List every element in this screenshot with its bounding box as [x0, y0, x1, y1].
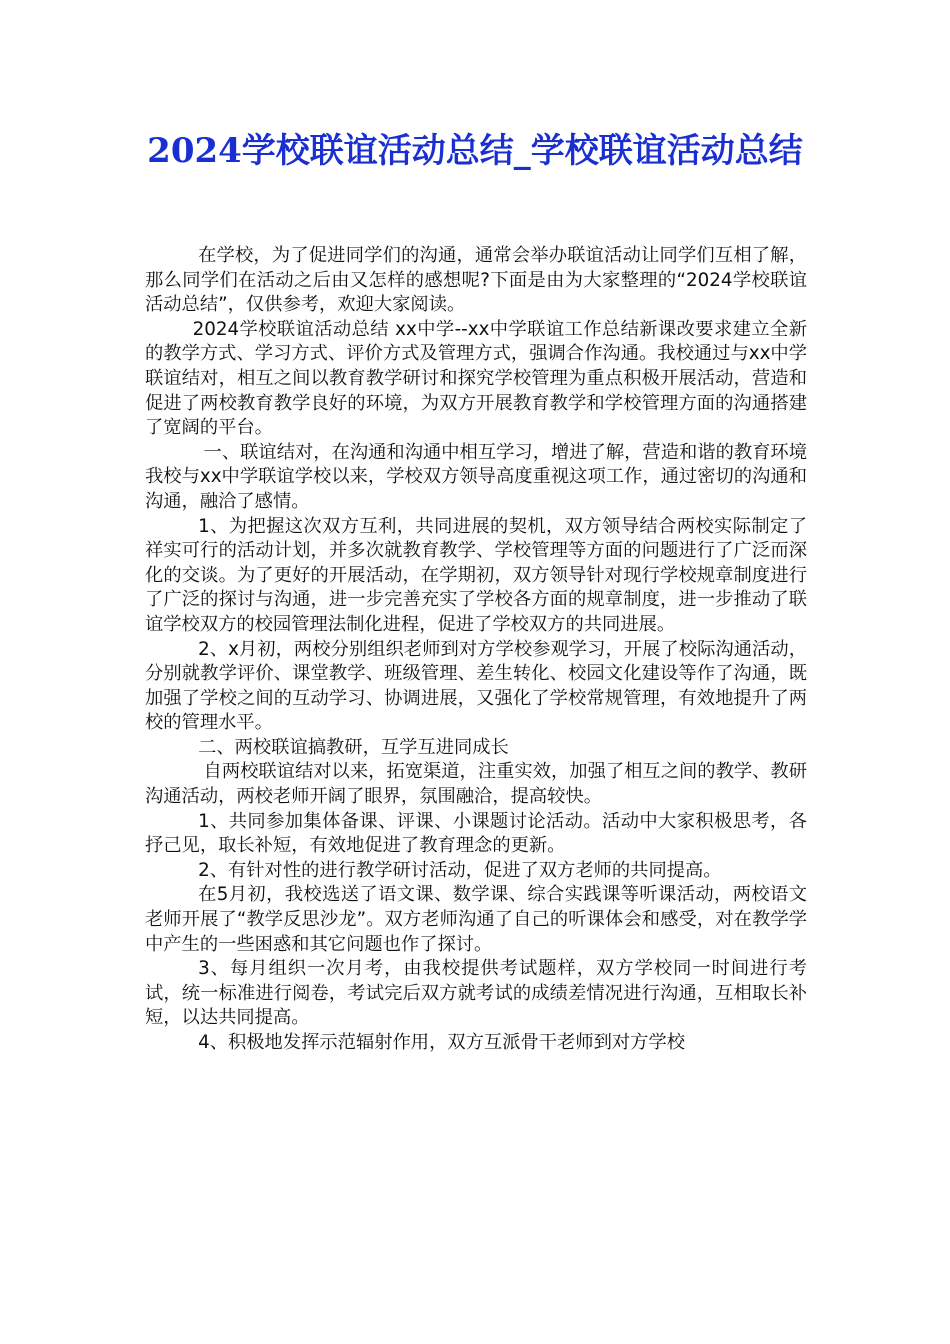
- paragraph-summary: 2024学校联谊活动总结 xx中学--xx中学联谊工作总结新课改要求建立全新的教学方式、学习方式、评价方式及管理方式，强调合作沟通。我校通过与xx中学联谊结对，相互之间以教育教学研讨和探究学校管理为重点积极开展活动，营造和促进了两校教育教学良好的环境，为双方开展教育教学和学校管理方面的沟通搭建了宽阔的平台。: [145, 318, 807, 439]
- paragraph-section-2-intro: 自两校联谊结对以来，拓宽渠道，注重实效，加强了相互之间的教学、教研沟通活动，两校老师开阔了眼界，氛围融洽，提高较快。: [145, 761, 807, 808]
- paragraph-item-6: 4、积极地发挥示范辐射作用，双方互派骨干老师到对方学校: [198, 1032, 686, 1053]
- paragraph-item-2: 2、x月初，两校分别组织老师到对方学校参观学习，开展了校际沟通活动，分别就教学评价、课堂教学、班级管理、差生转化、校园文化建设等作了沟通，既加强了学校之间的互动学习、协调进展，又强化了学校常规管理，有效地提升了两校的管理水平。: [145, 638, 807, 734]
- paragraph-item-4: 2、有针对性的进行教学研讨活动，促进了双方老师的共同提高。: [198, 859, 722, 881]
- paragraph-item-1: 1、为把握这次双方互利，共同进展的契机，双方领导结合两校实际制定了祥实可行的活动计划，并多次就教育教学、学校管理等方面的问题进行了广泛而深化的交谈。为了更好的开展活动，在学期初，双方领导针对现行学校规章制度进行了广泛的探讨与沟通，进一步完善充实了学校各方面的规章制度，进一步推动了联谊学校双方的校园管理法制化进程，促进了学校双方的共同进展。: [145, 515, 807, 635]
- document-title: 2024学校联谊活动总结_学校联谊活动总结: [147, 131, 803, 171]
- paragraph-may-activity: 在5月初，我校选送了语文课、数学课、综合实践课等听课活动，两校语文老师开展了“教学反思沙龙”。双方老师沟通了自己的听课体会和感受，对在教学学中产生的一些困惑和其它问题也作了探讨。: [145, 884, 807, 955]
- document-body: [145, 244, 807, 1056]
- paragraph-section-2: 二、两校联谊搞教研，互学互进同成长: [198, 736, 509, 758]
- paragraph-item-5: 3、每月组织一次月考，由我校提供考试题样，双方学校同一时间进行考试，统一标准进行阅卷，考试完后双方就考试的成绩差情况进行沟通，互相取长补短，以达共同提高。: [145, 958, 807, 1029]
- paragraph-section-1: 一、联谊结对，在沟通和沟通中相互学习，增进了解，营造和谐的教育环境我校与xx中学联谊学校以来，学校双方领导高度重视这项工作，通过密切的沟通和沟通，融洽了感情。: [145, 441, 807, 512]
- paragraph-intro: 在学校，为了促进同学们的沟通，通常会举办联谊活动让同学们互相了解，那么同学们在活动之后由又怎样的感想呢?下面是由为大家整理的“2024学校联谊活动总结”，仅供参考，欢迎大家阅读。: [145, 245, 807, 316]
- paragraph-item-3: 1、共同参加集体备课、评课、小课题讨论活动。活动中大家积极思考，各抒己见，取长补短，有效地促进了教育理念的更新。: [145, 810, 807, 857]
